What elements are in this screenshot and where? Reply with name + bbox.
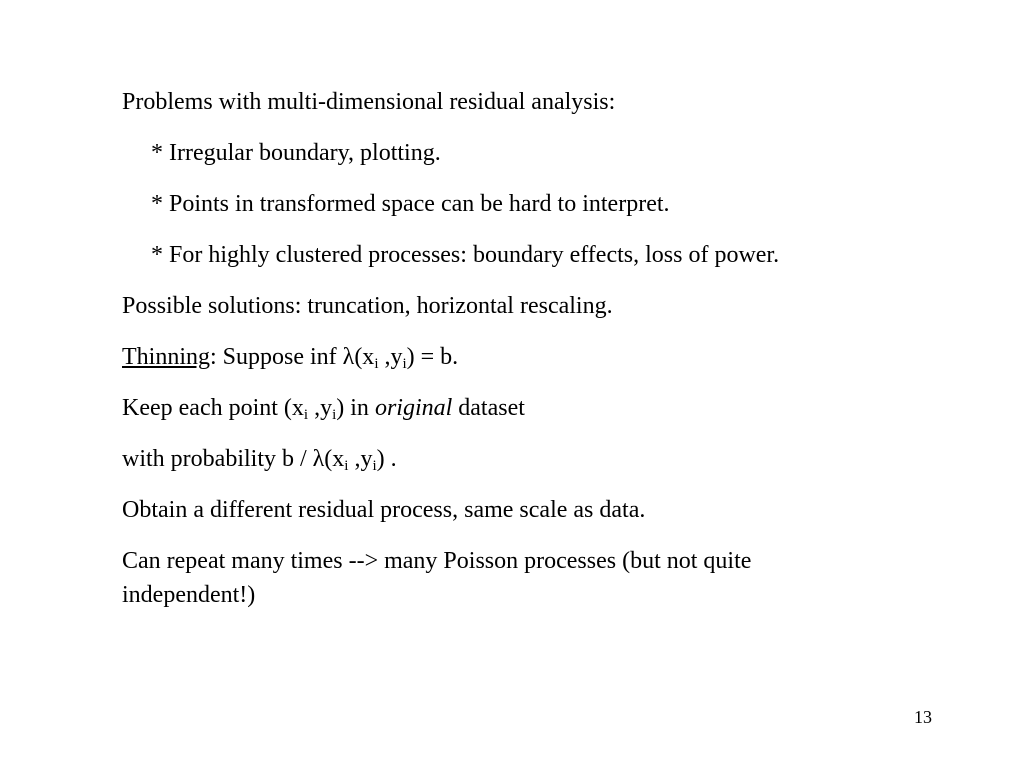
- bullet-clustered-processes: * For highly clustered processes: boundary effects, loss of power.: [151, 242, 780, 268]
- keep-line: [122, 393, 525, 423]
- prob-text-1: with probability b /: [122, 446, 313, 472]
- subscript-i: i: [332, 407, 337, 423]
- keep-text-3: ) in: [336, 395, 375, 421]
- thinning-text-4: ) = b.: [406, 344, 459, 370]
- bullet-transformed-space: * Points in transformed space can be hard to interpret.: [151, 191, 670, 217]
- prob-text-3: ,y: [348, 446, 373, 472]
- subscript-i: i: [372, 458, 377, 474]
- repeat-text-line-2: independent!): [122, 582, 256, 608]
- probability-line: [122, 444, 397, 474]
- repeat-text-line-1: Can repeat many times --> many Poisson processes (but not quite: [122, 548, 752, 574]
- solutions-text: Possible solutions: truncation, horizontal rescaling.: [122, 293, 613, 319]
- obtain-text: Obtain a different residual process, same scale as data.: [122, 497, 646, 523]
- keep-text-4: dataset: [452, 395, 525, 421]
- page-number: 13: [914, 707, 932, 727]
- original-emphasis: original: [374, 395, 453, 421]
- thinning-text-3: ,y: [378, 344, 403, 370]
- bullet-irregular-boundary: * Irregular boundary, plotting.: [151, 140, 441, 166]
- subscript-i: i: [402, 356, 407, 372]
- thinning-term: Thinning: [122, 344, 210, 370]
- thinning-line: [122, 342, 458, 372]
- lambda-symbol: λ: [342, 344, 355, 370]
- thinning-text-2: (x: [354, 344, 375, 370]
- keep-text-2: ,y: [308, 395, 333, 421]
- subscript-i: i: [303, 407, 309, 423]
- heading-text: Problems with multi-dimensional residual analysis:: [122, 89, 616, 115]
- subscript-i: i: [344, 458, 349, 474]
- keep-text-1: Keep each point (x: [122, 395, 304, 421]
- subscript-i: i: [374, 356, 379, 372]
- prob-text-2: (x: [324, 446, 345, 472]
- thinning-text-1: : Suppose inf: [210, 344, 343, 370]
- lambda-symbol: λ: [312, 446, 325, 472]
- prob-text-4: ) .: [376, 446, 397, 472]
